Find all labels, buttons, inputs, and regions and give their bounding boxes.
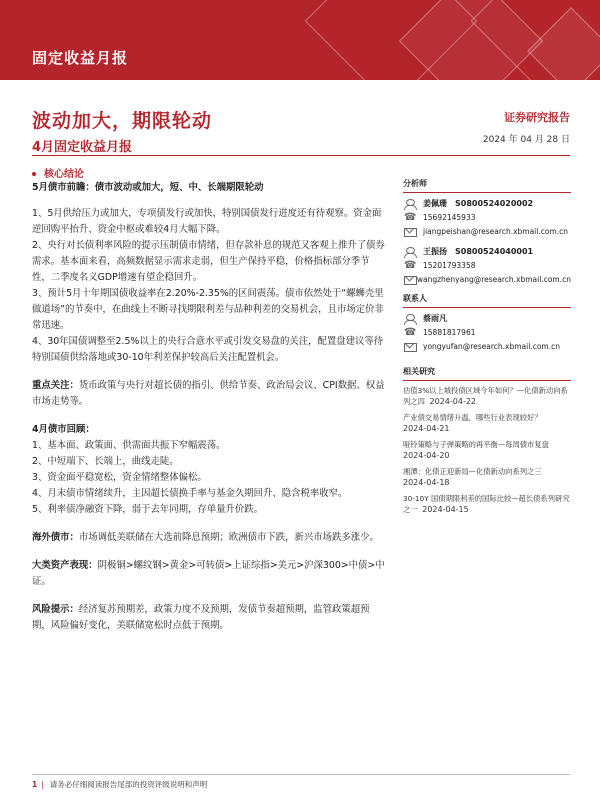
related-research-label: 相关研究 bbox=[403, 366, 571, 381]
review-item: 3、资金面平稳宽松，资金情绪整体偏松。 bbox=[32, 472, 207, 483]
section-heading: 5月债市前瞻：债市波动或加大，短、中、长端期限轮动 bbox=[32, 182, 264, 193]
related-date: 2024-04-21 bbox=[403, 424, 450, 433]
related-research-item[interactable] bbox=[403, 493, 571, 515]
report-type: 证券研究报告 bbox=[504, 111, 570, 124]
risk-text: 经济复苏预期差，政策力度不及预期，发债节奏超预期，监管政策超预期，风险偏好变化，美联储宽松时点低于预期。 bbox=[32, 604, 370, 631]
focus-text: 货币政策与央行对超长债的指引、供给节奏、政治局会议、CPI数据、权益市场走势等。 bbox=[32, 380, 385, 407]
focus-label: 重点关注： bbox=[32, 380, 79, 391]
risk-paragraph bbox=[32, 602, 388, 634]
paragraph: 1、5月供给压力或加大，专项债发行或加快，特别国债发行进度还有待观察。资金面逆回购平抬升、资金中枢或难较4月大幅下降。 bbox=[32, 208, 382, 235]
paragraph: 4、30年国债调整至2.5%以上的央行合意水平或引发交易盘的关注，配置盘建议等待特别国债供给落地或30-10年利差保护较高后关注配置机会。 bbox=[32, 336, 384, 363]
focus-paragraph bbox=[32, 378, 388, 410]
related-date: 2024-04-22 bbox=[429, 397, 477, 406]
footer bbox=[32, 779, 207, 790]
review-item: 4、月末债市情绪续升，主因超长债换手率与基金久期回升、隐含税率收窄。 bbox=[32, 488, 348, 499]
contact-label: 联系人 bbox=[403, 293, 571, 308]
contact-name: 蔡雨凡 bbox=[423, 314, 447, 323]
overseas-label: 海外债市： bbox=[32, 532, 79, 543]
mail-icon bbox=[403, 275, 411, 286]
person-icon bbox=[403, 199, 417, 210]
contact-card bbox=[403, 312, 571, 354]
related-title: 湘潭：化债正迎新局—化债新动向系列之三 bbox=[403, 467, 542, 476]
analyst-phone: 15692145933 bbox=[423, 213, 476, 222]
analyst-card bbox=[403, 197, 571, 239]
related-date: 2024-04-18 bbox=[403, 478, 450, 487]
sidebar bbox=[403, 178, 571, 520]
overseas-paragraph bbox=[32, 530, 388, 546]
core-conclusion-label bbox=[32, 165, 84, 180]
review-item: 2、中短端下、长端上，曲线走陡。 bbox=[32, 456, 179, 467]
report-date: 2024 年 04 月 28 日 bbox=[482, 135, 570, 145]
report-subtitle: 4月固定收益月报 bbox=[32, 140, 133, 155]
risk-label: 风险提示： bbox=[32, 604, 79, 615]
mail-icon bbox=[403, 227, 417, 238]
paragraph: 3、预计5月十年期国债收益率在2.20%-2.35%的区间震荡。债市依然处于“螺蛳壳里做道场”的节奏中，在曲线上不断寻找期限利差与品种利差的交易机会，且市场定价非常迅速。 bbox=[32, 288, 384, 331]
analyst-phone: 15201793358 bbox=[423, 261, 476, 270]
contact-phone: 15881817961 bbox=[423, 328, 476, 337]
analysts-label: 分析师 bbox=[403, 178, 571, 193]
analyst-card bbox=[403, 245, 571, 287]
analyst-cert: S0800524020002 bbox=[455, 199, 534, 208]
related-research-item[interactable] bbox=[403, 412, 571, 434]
header-banner bbox=[0, 0, 600, 80]
related-title: 估值3%以上城投债区域今年如何？—化债新动向系列之四 bbox=[403, 386, 568, 406]
review-item: 1、基本面、政策面、供需面共振下窄幅震荡。 bbox=[32, 440, 226, 451]
related-title: 产业债交易情绪升温，哪些行业表现较好？ bbox=[403, 413, 542, 422]
analyst-email[interactable]: wangzhenyang@research.xbmail.com.cn bbox=[416, 275, 571, 284]
review-item: 5、利率债净融资下降，弱于去年同期，存单量升价跌。 bbox=[32, 504, 263, 515]
related-research-item[interactable] bbox=[403, 385, 571, 407]
phone-icon bbox=[403, 328, 417, 339]
person-icon bbox=[403, 314, 417, 325]
phone-icon bbox=[403, 213, 417, 224]
person-icon bbox=[403, 247, 417, 258]
mail-icon bbox=[403, 342, 417, 353]
analyst-name: 王振扬 bbox=[423, 247, 447, 256]
assets-text: 阴极铜>螺纹钢>黄金>可转债>上证综指>美元>沪深300>中债>中证。 bbox=[32, 560, 385, 587]
assets-label: 大类资产表现： bbox=[32, 560, 98, 571]
related-title: 30-10Y 国债期限利差的国际比较—超长债系列研究之一 bbox=[403, 494, 570, 514]
main-content bbox=[32, 180, 388, 634]
report-title: 波动加大，期限轮动 bbox=[32, 110, 213, 132]
contact-email[interactable]: yongyufan@research.xbmail.com.cn bbox=[423, 342, 560, 351]
title-divider bbox=[32, 155, 570, 156]
footer-divider bbox=[32, 774, 570, 775]
review-heading: 4月债市回顾： bbox=[32, 424, 95, 435]
bullet-icon bbox=[32, 172, 36, 176]
related-title: 哑铃策略与子弹策略的再平衡—每周债市复盘 bbox=[403, 440, 549, 449]
related-date: 2024-04-20 bbox=[403, 451, 450, 460]
assets-paragraph bbox=[32, 558, 388, 590]
footer-separator: | bbox=[41, 780, 44, 789]
page-number: 1 bbox=[32, 780, 38, 789]
related-date: 2024-04-15 bbox=[422, 505, 469, 514]
analyst-email[interactable]: jiangpeishan@research.xbmail.com.cn bbox=[423, 227, 569, 236]
analyst-name: 姜佩珊 bbox=[423, 199, 447, 208]
related-research-item[interactable] bbox=[403, 466, 571, 488]
overseas-text: 市场调低美联储在大选前降息预期；欧洲债市下跌，新兴市场跌多涨少。 bbox=[78, 532, 379, 543]
analyst-cert: S0800524040001 bbox=[455, 247, 534, 256]
phone-icon bbox=[403, 261, 417, 272]
banner-title: 固定收益月报 bbox=[32, 49, 129, 67]
paragraph: 2、央行对长债利率风险的提示压制债市情绪，但存款补息的规范又客观上推升了债券需求。基本面来看，高频数据显示需求走弱，但生产保持平稳，价格指标部分季节性，二季度名义GDP增速有望企稳回升。 bbox=[32, 240, 385, 283]
disclaimer-text: 请务必仔细阅读报告尾部的投资评级说明和声明 bbox=[49, 780, 208, 789]
core-conclusion-text: 核心结论 bbox=[44, 169, 84, 180]
related-research-item[interactable] bbox=[403, 439, 571, 461]
